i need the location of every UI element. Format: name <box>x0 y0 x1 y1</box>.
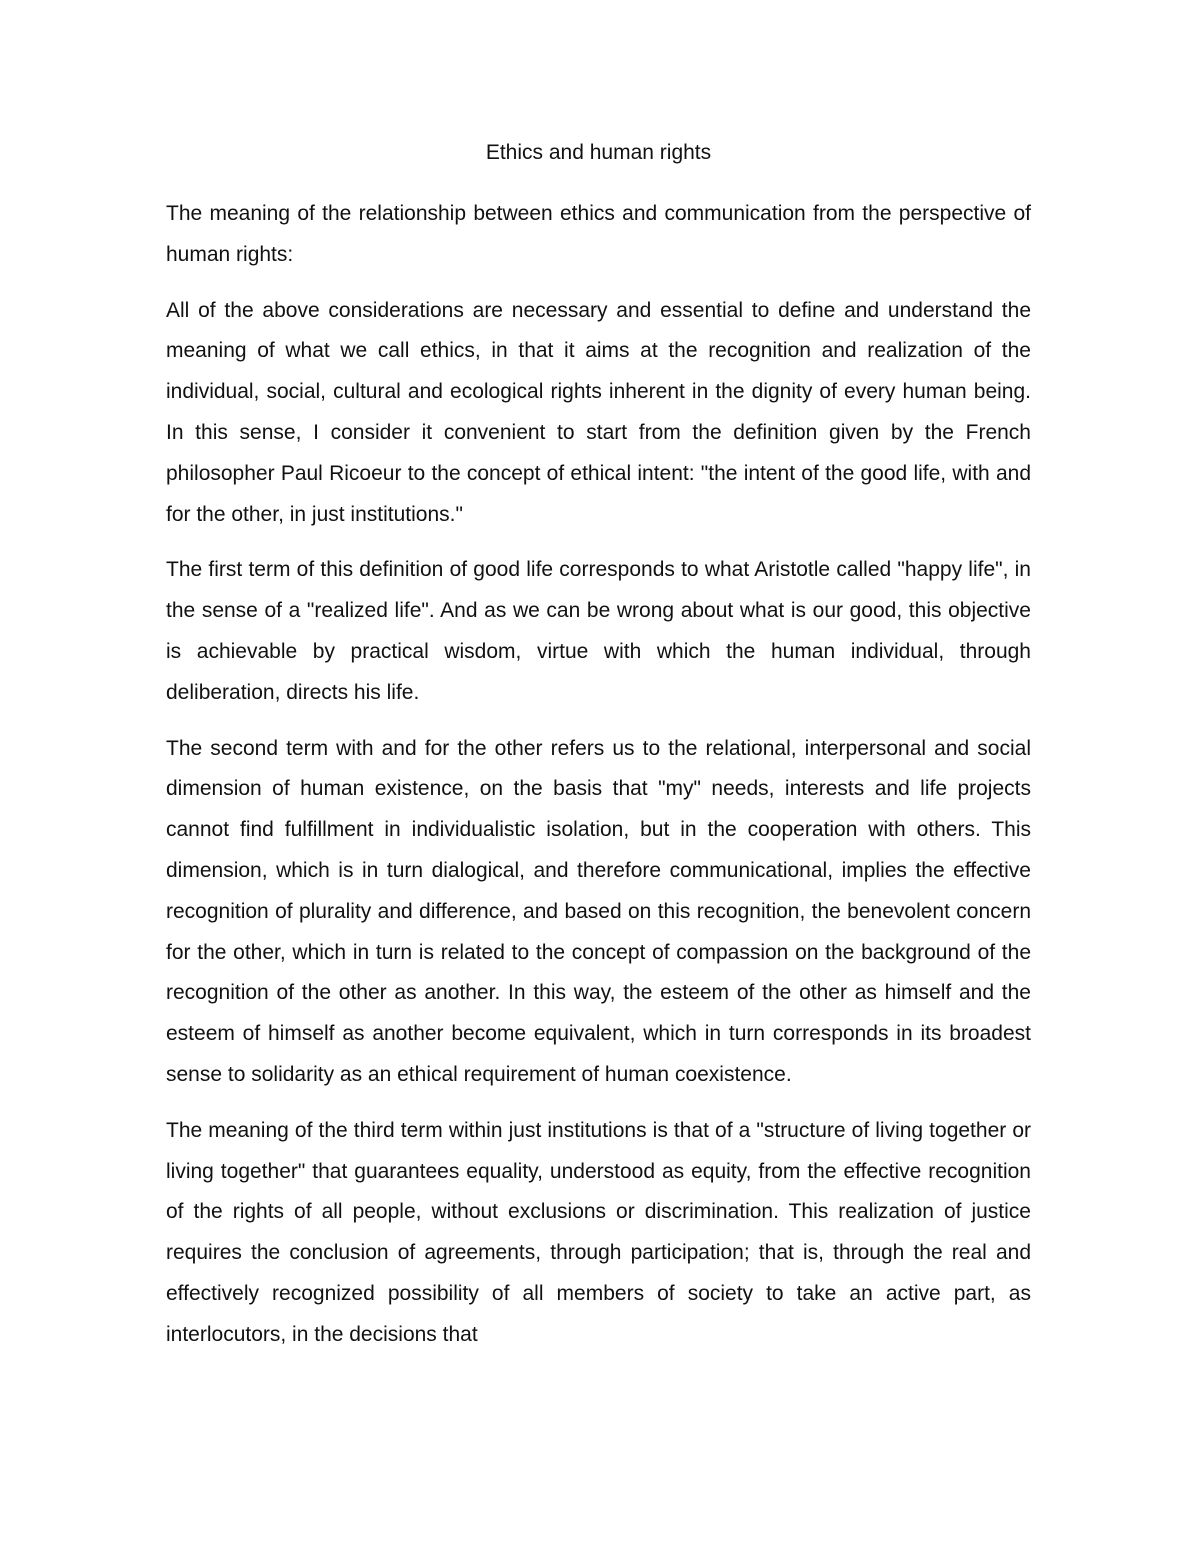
paragraph-good-life: The first term of this definition of good life corresponds to what Aristotle called "happy life", in the sense of a "realized life". And as we can be wrong about what is our good, this objective is achievable by practical wisdom, virtue with which the human individual, through deliberation, directs his life. <box>166 558 1031 704</box>
document-body <box>166 138 1031 1371</box>
paragraph-ethical-intent: All of the above considerations are necessary and essential to define and understand the meaning of what we call ethics, in that it aims at the recognition and realization of the individual, social, cultural and ecological rights inherent in the dignity of every human being. In this sense, I consider it convenient to start from the definition given by the French philosopher Paul Ricoeur to the concept of ethical intent: "the intent of the good life, with and for the other, in just institutions." <box>166 298 1031 526</box>
paragraph-other: The second term with and for the other refers us to the relational, interpersonal and social dimension of human existence, on the basis that "my" needs, interests and life projects cannot find fulfillment in individualistic isolation, but in the cooperation with others. This dimension, which is in turn dialogical, and therefore communicational, implies the effective recognition of plurality and difference, and based on this recognition, the benevolent concern for the other, which in turn is related to the concept of compassion on the background of the recognition of the other as another. In this way, the esteem of the other as himself and the esteem of himself as another become equivalent, which in turn corresponds in its broadest sense to solidarity as an ethical requirement of human coexistence. <box>166 736 1031 1086</box>
paragraph-intro: The meaning of the relationship between ethics and communication from the perspective of human rights: <box>166 202 1031 266</box>
paragraph-institutions: The meaning of the third term within just institutions is that of a "structure of living together or living together" that guarantees equality, understood as equity, from the effective recognition of the rights of all people, without exclusions or discrimination. This realization of justice requires the conclusion of agreements, through participation; that is, through the real and effectively recognized possibility of all members of society to take an active part, as interlocutors, in the decisions that <box>166 1118 1031 1346</box>
document-title: Ethics and human rights <box>485 141 712 164</box>
